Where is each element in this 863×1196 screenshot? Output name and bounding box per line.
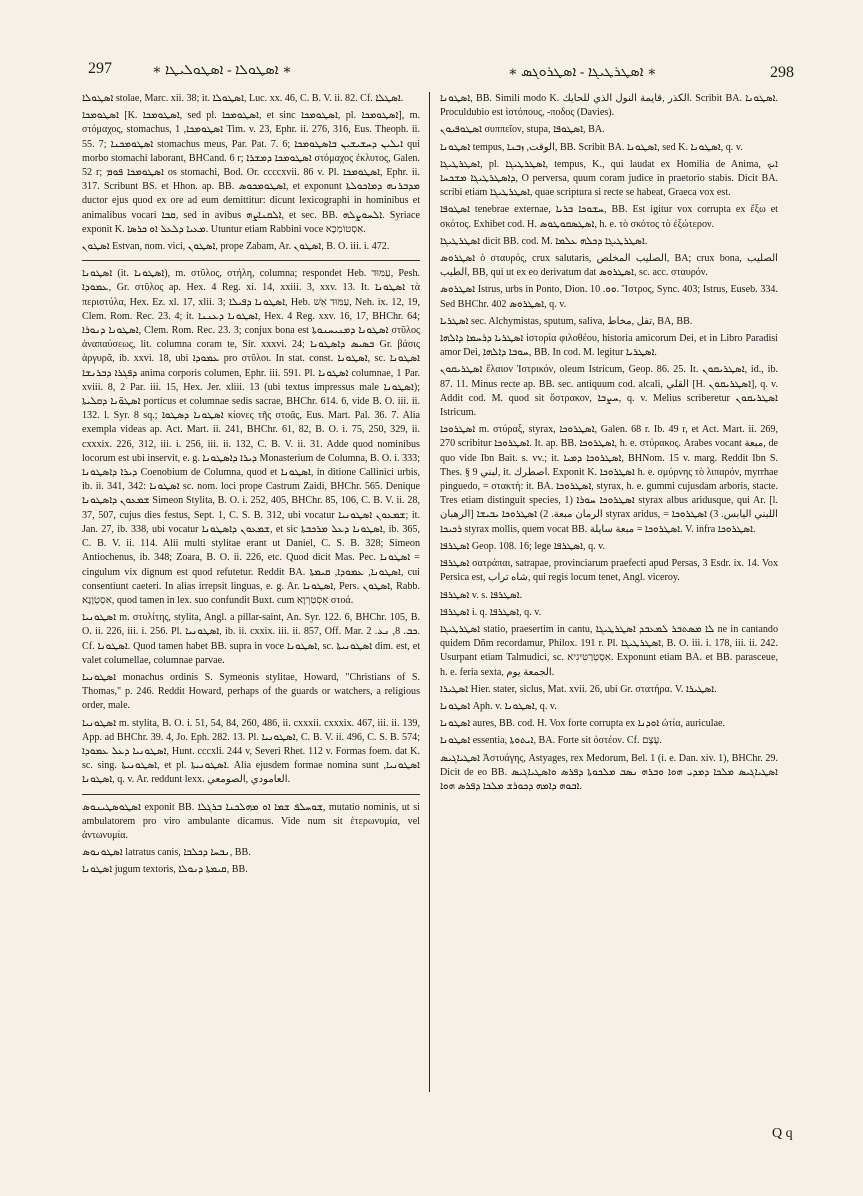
right-page-number: 298 [770,64,794,81]
entry-statio: ܐܣܛܪܛܝܓܐ statio, praesertim in cantu, ܠܐ ܡܣܬܒܪ ܠܡܥܒܕ ܐܣܛܪܛܝܓܐ ne in cantando quidem Dñm recordamur, Philox. 191 r. Pl. ܐܣܛܪܛܝܓܐ, B. O. iii. i. 178, iii. ii. 242. Usurpant etiam Talmudici, sc. אִסְטְרַטִּיגִיא. Exponunt etiam BA. et BB. parasceue, h. e. feria sexta, الجمعة يوم. [440,623,778,678]
entry-vs: ܐܣܛܪܦܐ v. s. ܐܣܛܪܦܐ. [440,589,523,601]
entry-sputum: ܐܣܛܪܝܐ sec. Alchymistas, sputum, saliva, تفل ,مخاط, BA, BB. [440,315,693,327]
entry-geop: ܐܣܛܪܦܐ Geop. 108. 16; lege ܐܣܛܪܦܐ, q. v. [440,540,606,552]
column-rule [429,92,430,1092]
entry-astyages: ܐܣܛܝܐܓܝܣ Ἀστυάγης, Astyages, rex Medorum, Bel. 1 (i. e. Dan. xiv. 1), BHChr. 29. Dicit de eo BB. ܐܣܛܝܐܓܝܣ ܡܠܟܐ ܕܡܕܝ ܗܘܐ ܘܒܪܗ ܢܣܒ ܡܠܟܘܬܐ ܕܦܪܣ ܘܐܣܛܝܐܓܝܣ ܐܒܘܗ ܕܐܡܗ ܕܟܘܪܫ ܡܠܟܐ ܕܦܪܣ ܗܘܐ. [440,752,778,792]
entry-jugum: ܐܣܛܘܢܐ jugum textoris, ܩܝܡܬܐ ܕܢܘܠܐ, BB. [82,864,248,876]
entry-istopous: ܐܣܛܘܢܐ, BB. Simili modo K. الكذر ,قايمة النول الذي للحايك. Scribit BA. ܐܣܛܘܢܐ. Proculdubio est ἱστόπους, -ποδος (Davies). [440,93,778,119]
entry-stupa: ܐܣܛܘܦܝܘܢ συππεῖον, stupa, ܐܣܛܘܦܐ, BA. [440,124,605,136]
signature-mark: Q q [772,1126,793,1141]
entry-stomachus: ܐܣܛܘܡܟܐ [K. ܐܣܛܘܡܟܐ, sed pl. ܐܣܛܘܡܟܐ, et sinc ܐܣܛܘܡܟܐ, pl. ܐܣܛܘܡܟܐ], m. στόμαχος, stomachus, ܐܣܛܘܡܟܐ, 1 Tim. v. 23, Ephr. ii. 276, 316, Eus. Theoph. ii. 55. 7; ܐܣܛܘܡܟܢܐ stomachus meus, Par. Pat. 7. 6; ܐܝܠܝܢ ܕܚܫܝܫܝܢ ܒܐܣܛܘܡܟܐ qui morbo stomachi laborant, BHCand. 6 r; ܐܣܛܘܡܟܐ ܕܡܫܪܐ στόμαχος ἐκλυτος, Galen. 52 r; ܐܣܛܘܡܟܐ ܦܘܡ os stomachi, Bod. Or. ccccxvii. 86 v. Pl. ܐܣܛܘܡܟܐ, Ephr. ii. 317. Scribunt BS. et Hhon. ap. BB. ܐܣܛܘܡܟܘܣ, et exponunt ܡܕܒܪܢܗ ܕܡܐܟܘܠܬܐ ductor ejus quod ex ore ad eum demittitur: dicunt lexicographi in hominibus et animalibus vocari ܩܒܐ, sed in avibus ܐܠܩܢܐܨܗ, et sec. BB. ܐܠܚܘܨܠܗ. Syriace exponit K. ܡܥܝܐ ܕܠܥܠ ܐܘ ܟܪܣܐ. Utuntur etiam Rabbini voce אִסְטוֹמְכָא. [82,110,421,235]
entry-columna: ܐܣܛܘܢܐ (it. ܐܣܛܘܢܐ), m. στῦλος, στήλη, columna; respondet Heb. עַמּוּד, Pesh. ܥܡܘܕܐ, Gr. στῦλος ap. Hex. 4 Reg. xi. 14, xxiii. 3, xxv. 13. It. ܐܣܛܘܢܐ τὰ περιστύλα, Hex. Ez. xl. 17, xlii. 3; ܐܣܛܘܢܐ ܕܦܝܠܐ, Heb. עַמּוּד אֵשׁ, Neh. ix. 12, 19, Clem. Rom. Rec. 23. 4; it. ܐܣܛܘܢܐ ܕܥܢܢܐ, Hex. 4 Reg. xxv. 16, 17, BHChr. 64; ܐܣܛܘܢܐ ܕܢܘܪܐ, Clem. Rom. Rec. 23. 3; conjux bona est ܐܣܛܘܢܐ ܕܡܢܝܚܢܘܬܐ στῦλος ἀναπαύσεως, lit. columna coram te, Sir. xxxvi. 24; ܒܣܝܣ ܕܐܣܛܘܢܐ Gr. βάσις ἀργυρᾶ, ib. xxvi. 18, ubi ܥܡܘܕܐ pro στῦλοι. In stat. const. ܐܣܛܘܢܐ, sc. ܐܣܛܘܢܐ ܕܦܓܪܐ ܕܒܪܢܫܐ anima corporis columen, Ephr. iii. 591. Pl. ܐܣܛܘܢܐ columnae, 1 Par. xviii. 8, 2 Par. iii. 15, Hex. Jer. xliii. 13 (ubi textus impressus male ܐܣܛܘܢܐ); ܐܣܛܘ̈ܢܐ ܕܩܠܝܬܐ porticus et columnae sedis sacrae, BHChr. 614. 6, vide B. O. iii. ii. 132. l. Syr. 8 sq.; ܐܣܛܘܢܐ ܕܣܛܘܐ κίονες τῆς στοᾶς, Eus. Mart. Pal. 36. 7. Alia exempla videas ap. Act. Mart. ii. 241, BHChr. 61, 82, B. O. i. 75, 250, 329, ii. cxxxix. 226, 312, iii. i. 256, iii. ii. 132, C. B. V. ii. 31. Adde quod nominibus locorum est ubi inservit, e. g. ܕܝܪܐ ܕܐܣܛܘܢܐ Monasterium de Columna, B. O. i. 333; ܕܝܪܐ ܕܐܣܛܘܢܐ Coenobium de Columna, quod et ܐܣܛܘܢܐ, in ditione Callinici urbis, ib. ii. 341, 342: ܐܣܛܘܢܐ sc. nom. loci prope Castrum Zaidi, BHChr. 565. Denique ܫܡܥܘܢ ܕܐܣܛܘܢܐ Simeon Stylita, B. O. i. 252, 405, BHChr. 85, 106, C. B. V. ii. 28, 37, 507, cujus dies festus, Sept. 1, C. S. B. 312, ubi vocatur ܫܡܥܘܢ ܐܣܛܘܢܝܐ; it. Jan. 27, ib. 338, ubi vocatur ܫܡܥܘܢ ܕܐܣܛܘܢܐ, et sic ܐܣܛܘܢܐ ܕܥܠ ܡܪܟܒܬܐ, ib. 365, C. B. V. ii. 114. Alii multi stylitae erant ut Daniel, C. S. B. 328; Simeon Antiochenus, ib. 348; Zoara, B. O. ii. 226, etc. Quod dicit Mas. Pec. ܐܣܛܘܢܐ = cingulum vix dignum est quod refutetur. Reddit BA. ܐܣܛܘܢܐ, ܥܡܘܕܐ, ܩܝܡܬܐ, cui consentiunt caeteri. In alias irrepsit linguas, e. g. Ar. ܐܣܛܘܢܐ, Pers. ܐܣܛܘܢ, Rabb. אִסְטְוָנָא, quod tamen in lex. suo confundit Buxt. cum אִסְטַרְוָא στοά. [82,268,421,606]
page-header [88,58,794,82]
entry-aures: ܐܣܛܘܢܐ aures, BB. cod. H. Vox forte corrupta ex ܐܘܕܢܐ ὠτία, auriculae. [440,718,726,730]
entry-aph: ܐܣܛܘܢܐ Aph. v. ܐܣܛܘܢܐ, q. v. [440,700,557,712]
right-running-title: ∗ ܐܣܛܪܛܝܓܐ - ܐܣܛܪܘܓܣ ∗ [508,65,657,80]
entry-istrus: ܐܣܛܪܘܣ Istrus, urbs in Ponto, Dion. ܘܘ. 10. Ἴστρος, Sync. 403; Istrus, Euseb. 334. Sed BHChr. 402 ܐܣܛܪܘܣ, q. v. [440,284,778,310]
entry-cod-m: ܐܣܛܪܛܝܓܐ dicit BB. cod. M. ܐܣܛܪܛܝܓܐ ܕܟܠܗ ܥܠܡܐ. [440,235,648,247]
left-page-number: 297 [88,60,112,77]
entry-tenebrae: ܐܣܛܘܦܐ tenebrae externae, ܚܫܘܟܐ ܒܪܝܐ, BB. Est igitur vox corrupta ex ἔξω et σκότος. Exhibet cod. H. ܐܣܛܣܩܘܛܘܣ, h. e. τὸ σκότος τὸ ἐξώτερον. [440,204,778,230]
entry-divider [82,260,420,261]
entry-mutatio-nominis: ܐܣܛܘܣܛܝܢܘܣ exponit BB. ܫܘܚܠܦ ܫܡܐ ܐܘ ܡܗܠܟܢܐ ܒܪܓܠܐ, mutatio nominis, ut si ambulatorem pro viro ambulante dicamus. Vide num sit ἑτερωνυμία, vel ἀντωνυμία. [82,801,420,841]
entry-estvan: ܐܣܛܘܢ Estvan, nom. vici, ܐܣܛܘܢ, prope Zabam, Ar. ܐܣܛܘܢ, B. O. iii. i. 472. [82,241,390,253]
entry-monachus: ܐܣܛܘܢܝܐ monachus ordinis S. Symeonis stylitae, Howard, "Christians of S. Thomas," p. 246. Reddit Howard, perhaps of the guards or watchers, a religious order, male. [82,671,420,712]
entry-iq: ܐܣܛܪܦܐ i. q. ܐܣܛܪܦܐ, q. v. [440,606,542,618]
entry-satrapae: ܐܣܛܪܦܐ σατράπαι, satrapae, provinciarum praefecti apud Persas, 3 Esdr. ix. 14. Vox Persica est, شاه تراب, qui regis locum tenet, Angl. viceroy. [440,558,778,584]
entry-stylita: ܐܣܛܘܢܝܐ m. στυλίτης, stylita, Angl. a pillar-saint, An. Syr. 122. 6, BHChr. 105, B. O. ii. 226, iii. i. 256. Pl. ܐܣܛܘܢܝܐ, ib. ii. cxxix. iii. ii. 857, Off. Mar. ܟܒ. 8, ܢܥ. 2. Cf. ܐܣܛܘܢܐ. Quod tamen habet BB. supra in voce ܐܣܛܘܢܐ, sc. ܐܣܛܘܢܝܬܐ dim. est, et valet columellae, columnae parvae. [82,612,420,666]
entry-latratus: ܐܣܛܘܢܘܣ latratus canis, ܢܒܚܐ ܕܟܠܒܐ, BB. [82,847,251,859]
entry-tempus: ܐܣܛܘܢܐ tempus, الوقت, ܙܒܢܐ, BB. Scribit BA. ܐܣܛܘܢܐ, sed K. ܐܣܛܘܢܐ, q. v. [440,141,743,153]
left-column [82,92,420,881]
entry-essentia: ܐܣܛܘܢܐ essentia, ܐܝܬܘܬܐ, BA. Forte sit ὀστέον. Cf. עֶצֶם. [440,735,662,747]
left-running-title: ∗ ܐܣܛܘܠܐ - ܐܣܛܘܠܝܛܐ ∗ [152,63,292,78]
entry-crux: ܐܣܛܪܘܣ ὁ σταυρός, crux salutaris, الصليب المخلص, BA; crux bona, الصليب الطيب, BB, qui ut ex eo derivatum dat ܐܣܛܪܘܣ, sc. acc. σταυρόν. [440,253,778,279]
entry-stylita-2: ܐܣܛܘܢܝܐ m. stylita, B. O. i. 51, 54, 84, 260, 486, ii. cxxxii. cxxxix. 467, iii. ii. 139, App. ad BHChr. 39. 4, Jo. Eph. 282. 13. Pl. ܐܣܛܘܢܝܐ, C. B. V. ii. 496, C. S. B. 574; ܐܣܛܘܢܝܐ ܕܥܠ ܥܡܘܕܐ, Hunt. cccxli. 244 v, Severi Rhet. 112 v. Formas foem. dat K. sc. sing. ܐܣܛܘܢܝܬܐ, et pl. ܐܣܛܘܢܝܬܐ. Alia ejusdem formae nomina sunt ܐܣܛܘܢܝܐ, ܐܣܛܘܢܐ, q. v. Ar. reddunt lexx. العامودي ,الصومعي. [82,717,420,786]
entry-tempus-2: ܐܣܛܪܛܝܓܐ, pl. ܐܣܛܪܛܝܓܐ, tempus, K., qui laudat ex Homilia de Anima, ܐܝܟ ܕܐܣܛܪܛܝܓܐ ܡܫܟܚܐ, O perversa, quum coram judice in praetorio stabis. Dicit BA. scribi etiam ܐܣܛܪܛܝܓܐ, quae scriptura si recte se habeat, Graeca vox est. [440,158,779,199]
entry-historia: ܐܣܛܪܝܐ ܕܪܚܡܐ ܕܐܠܗܐ ἱστορία φιλοθέου, historia amicorum Dei, et in Libro Paradisi amor Dei, ܚܘܒܐ ܕܐܠܗܐ, BB. In cod. M. legitur ܐܣܛܪܝܐ. [440,333,778,359]
right-column [440,92,778,797]
entry-stolae: ܐܣܛܘܠܐ stolae, Marc. xii. 38; it. ܐܣܛܘܠܐ, Luc. xx. 46, C. B. V. ii. 82. Cf. ܐܣܛܠܐ. [82,93,404,104]
entry-styrax: ܐܣܛܪܘܟܐ m. στύραξ, styrax, ܐܣܛܪܘܟܐ, Galen. 68 r. Ib. 49 r, et Act. Mart. ii. 269, 270 scribitur ܐܣܛܪܘܟܐ. It. ap. BB. ܐܣܛܪܘܟܐ, h. e. στύρακος. Arabes vocant مبعة, de quo vide Ibn Bait. s. vv.; it. ܐܣܛܪܘܟܐ ܕܡܝܐ, BHNom. 15 v. marg. Reddit Ibn S. Thes. § 9 لبني, it. اصطرك. Exponit K. ܐܣܛܪܘܟܐ h. e. σμύρνης τὸ λιπαρόν, myrrhae pinguedo, = στακτή: it. BA. ܐܣܛܪܘܟܐ, styrax, h. e. gummi cujusdam arboris, stacte. Tres etiam distinguit species, 1) ܐܣܛܪܘܟܐ ܚܘܪܐ styrax albus aridusque, qui Ar. [l. الرهبان] الرمان مبعة. 2) ܐܣܛܪܘܟܐ ܝܒܝܫܐ styrax aridus, = اللبني اليابس. 3) ܐܣܛܪܘܟܐ ܪܟܝܟܐ styrax mollis, quem vocat BB. ܐܣܛܪܘܟܐ = مبعة سايلة. V. infra ܐܣܛܪܘܟܐ. [440,424,779,535]
entry-divider [82,794,420,795]
entry-oleum: ܐܣܛܪܝܩܘܢ ἔλαιον Ἰστρικόν, oleum Istricum, Geop. 86. 25. It. ܐܣܛܪܝܩܘܢ, id., ib. 87. 11. Minus recte ap. BB. sec. antiquum cod. alcali, القلي [H. ܐܣܛܪܝܩܘܢ], q. v. Addit cod. M. quod sit ὄστρακον, ܚܨܒܐ, q. v. Melius scriberetur ܐܣܛܪܝܩܘܢ Istricum. [440,364,779,419]
entry-stater: ܐܣܛܝܪܐ Hier. stater, siclus, Mat. xvii. 26, ubi Gr. στατήρα. V. ܐܣܛܝܪܐ. [440,683,717,695]
